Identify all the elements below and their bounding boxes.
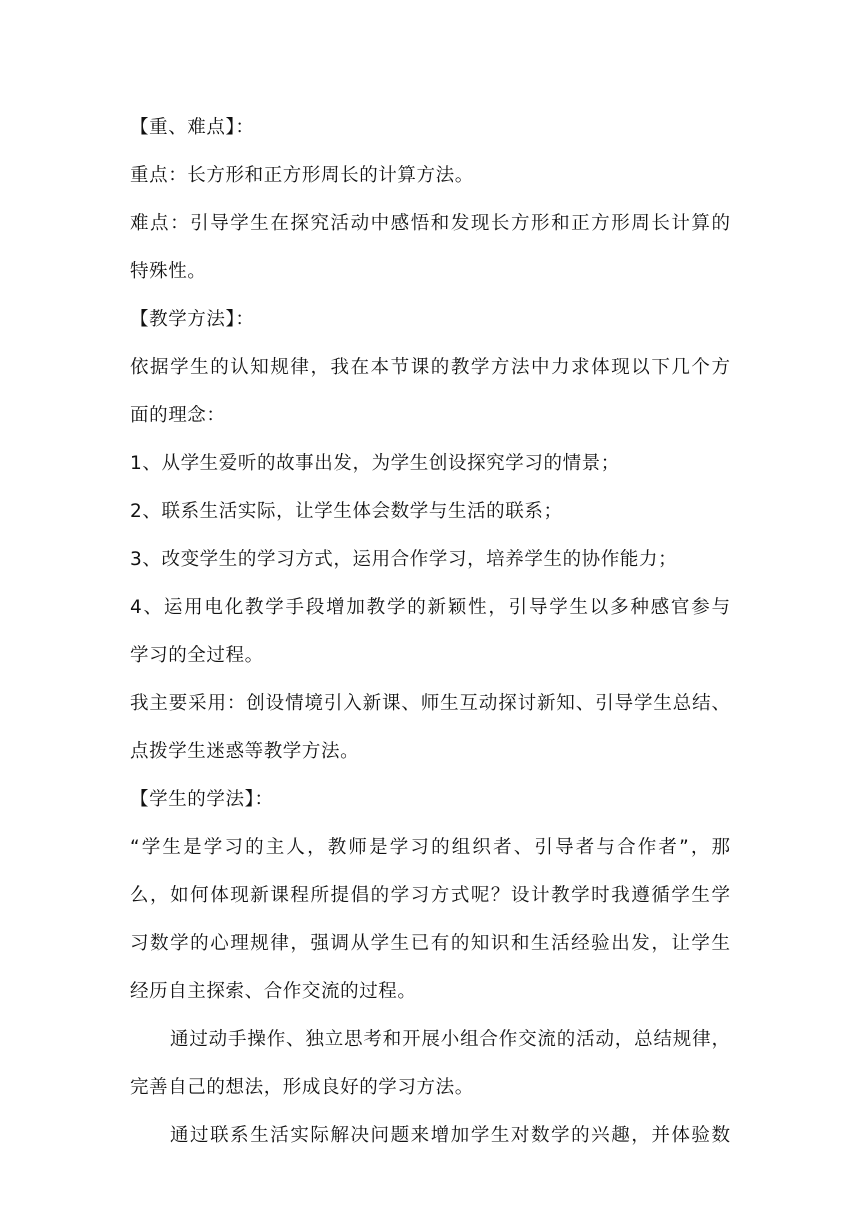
- paragraph-line: 重点：长方形和正方形周长的计算方法。: [130, 165, 474, 186]
- list-item: 1、从学生爱听的故事出发，为学生创设探究学习的情景；: [130, 453, 620, 474]
- list-item: 3、改变学生的学习方式，运用合作学习，培养学生的协作能力；: [130, 549, 678, 570]
- list-item: 4、运用电化教学手段增加教学的新颖性，引导学生以多种感官参与: [130, 597, 730, 618]
- paragraph-line: 学习的全过程。: [130, 645, 264, 666]
- heading-learning-methods: 【学生的学法】：: [130, 789, 274, 810]
- paragraph-line: 完善自己的想法，形成良好的学习方法。: [130, 1077, 474, 1098]
- paragraph-line: 我主要采用：创设情境引入新课、师生互动探讨新知、引导学生总结、: [130, 693, 730, 714]
- heading-key-points: 【重、难点】：: [130, 117, 255, 138]
- paragraph-line: 难点：引导学生在探究活动中感悟和发现长方形和正方形周长计算的: [130, 213, 730, 234]
- paragraph-line: 通过联系生活实际解决问题来增加学生对数学的兴趣，并体验数: [170, 1125, 730, 1146]
- paragraph-line: 习数学的心理规律，强调从学生已有的知识和生活经验出发，让学生: [130, 933, 730, 954]
- paragraph-line: 面的理念：: [130, 405, 226, 426]
- heading-teaching-methods: 【教学方法】：: [130, 309, 255, 330]
- paragraph-line: “学生是学习的主人，教师是学习的组织者、引导者与合作者”，那: [130, 837, 730, 858]
- document-body: [130, 104, 730, 1160]
- paragraph-line: 经历自主探索、合作交流的过程。: [130, 981, 417, 1002]
- paragraph-line: 依据学生的认知规律，我在本节课的教学方法中力求体现以下几个方: [130, 357, 730, 378]
- paragraph-line: 通过动手操作、独立思考和开展小组合作交流的活动，总结规律，: [170, 1029, 730, 1050]
- paragraph-line: 特殊性。: [130, 261, 207, 282]
- list-item: 2、联系生活实际，让学生体会数学与生活的联系；: [130, 501, 563, 522]
- paragraph-line: 点拨学生迷惑等教学方法。: [130, 741, 360, 762]
- paragraph-line: 么，如何体现新课程所提倡的学习方式呢？设计教学时我遵循学生学: [130, 885, 730, 906]
